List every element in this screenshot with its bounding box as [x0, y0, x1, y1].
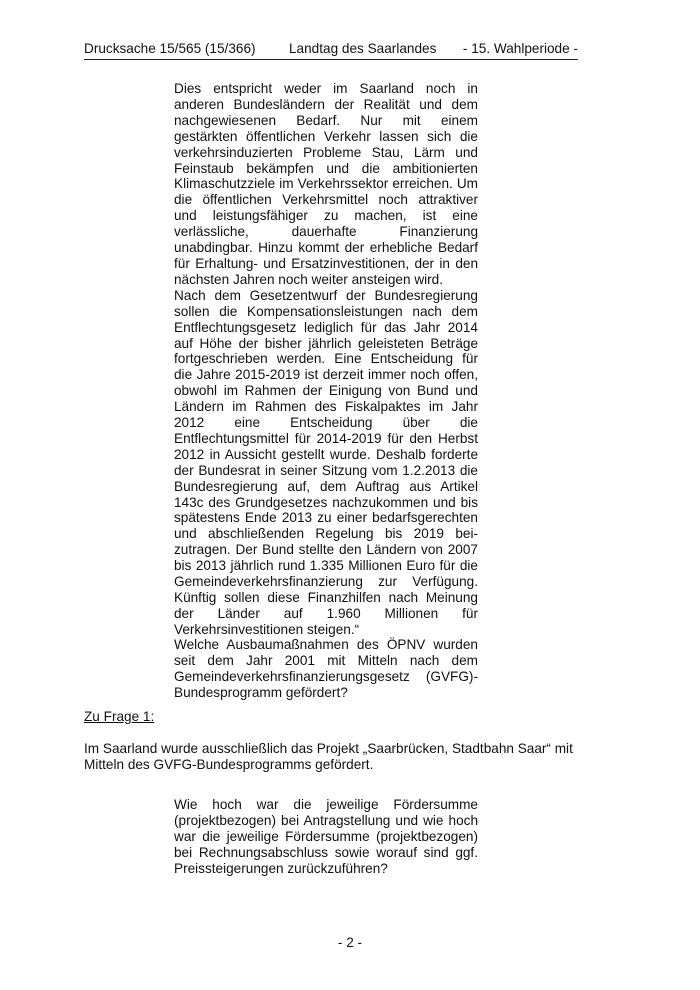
question-2-text: Wie hoch war die jeweilige Fördersumme (projektbezogen) bei Antragstellung und wie hoch war die jeweilige Fördersumme (projektbezogen) bei Rechnungsabschluss sowie worauf sind ggf. Preissteigerungen zurückzuführen? [174, 797, 478, 876]
legislative-period: - 15. Wahlperiode - [462, 41, 578, 56]
quote-paragraph-1: Dies entspricht weder im Saarland noch in anderen Bundesländern der Realität und dem nachgewiesenen Bedarf. Nur mit einem gestärkten öffentlichen Verkehr lassen sich die verkehrsinduzierten Probleme Stau, Lärm und Feinstaub bekämpfen und die ambitionierten Klimaschutzziele im Verkehrssektor erreichen. Um die öffentlichen Verkehrsmittel noch attraktiver und leistungsfähiger zu machen, ist eine verlässliche, dauerhafte Finanzierung unabdingbar. Hinzu kommt der erhebliche Bedarf für Erhaltung- und Ersatzinvestitionen, der in den nächsten Jahren noch weiter ansteigen wird. [174, 81, 478, 287]
answer-1-text: Im Saarland wurde ausschließlich das Projekt „Saarbrücken, Stadtbahn Saar“ mit Mitteln des GVFG-Bundesprogramms gefördert. [84, 741, 573, 772]
page-number: - 2 - [337, 935, 363, 950]
quote-paragraph-2: Nach dem Gesetzentwurf der Bundesregierung sollen die Kompensationsleistungen nach dem Entflechtungsgesetz lediglich für das Jahr 2014 auf Höhe der bisher jährlich geleisteten Beträge fortgeschrieben werden. Eine Entscheidung für die Jahre 2015-2019 ist derzeit immer noch offen, obwohl im Rahmen der Einigung von Bund und Ländern im Rahmen des Fiskalpaktes im Jahr 2012 eine Entscheidung über die Entflechtungsmittel für 2014-2019 für den Herbst 2012 in Aussicht gestellt wurde. Deshalb forderte der Bundesrat in seiner Sitzung vom 1.2.2013 die Bundesregierung auf, dem Auftrag aus Artikel 143c des Grundgesetzes nachzukommen und bis spätestens Ende 2013 zu einer bedarfsgerechten und abschließenden Regelung bis 2019 bei-zutragen. Der Bund stellte den Ländern von 2007 bis 2013 jährlich rund 1.335 Millionen Euro für die Gemeindeverkehrsfinanzierung zur Verfügung. Künftig sollen diese Finanzhilfen nach Meinung der Länder auf 1.960 Millionen für Verkehrsinvestitionen steigen.“ [174, 287, 478, 637]
answer-1-heading: Zu Frage 1: [84, 709, 155, 724]
question-1 [174, 637, 478, 701]
question-2 [174, 797, 478, 877]
document-number: Drucksache 15/565 (15/366) [84, 41, 256, 56]
answer-1 [84, 741, 584, 773]
question-1-text: Welche Ausbaumaßnahmen des ÖPNV wurden seit dem Jahr 2001 mit Mitteln nach dem Gemeindeverkehrsfinanzierungsgesetz (GVFG)-Bundesprogramm gefördert? [174, 637, 478, 700]
page-header [84, 39, 578, 60]
quoted-text-block [174, 81, 478, 638]
parliament-name: Landtag des Saarlandes [289, 41, 437, 56]
